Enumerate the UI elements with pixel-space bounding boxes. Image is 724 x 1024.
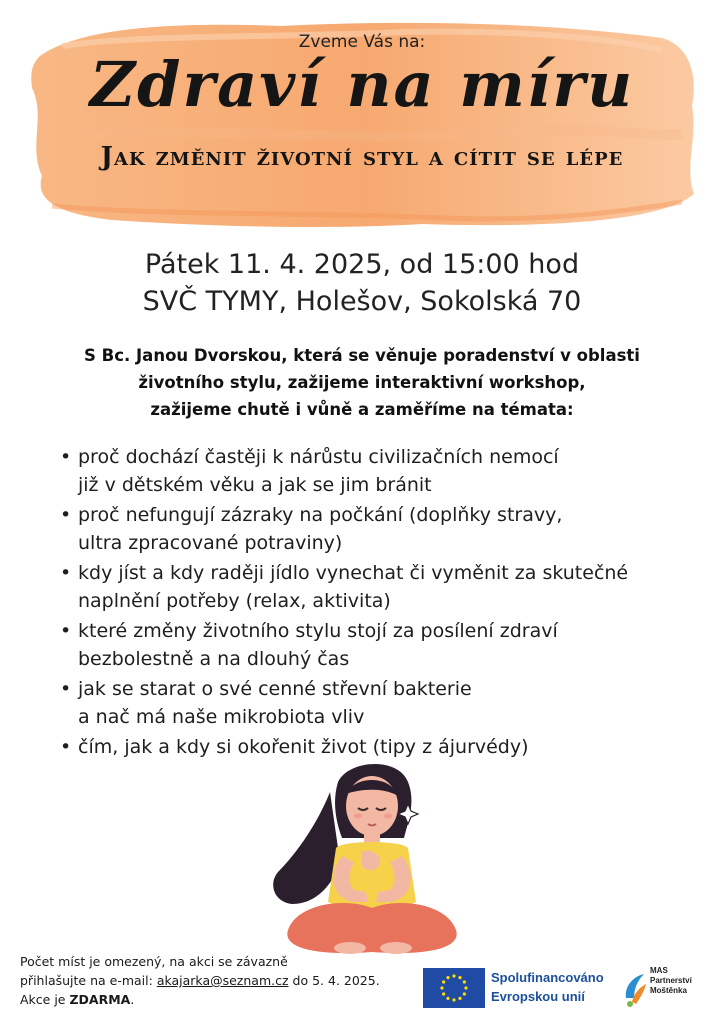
- topic-line: bezbolestně a na dlouhý čas: [78, 648, 350, 670]
- invite-text: Zveme Vás na:: [298, 32, 426, 52]
- mas-line: Moštěnka: [650, 986, 687, 995]
- intro-line: životního stylu, zažijeme interaktivní workshop,: [138, 373, 586, 392]
- eu-star: [452, 998, 455, 1001]
- bullet-icon: •: [60, 562, 72, 584]
- topic-line: již v dětském věku a jak se jim bránit: [78, 474, 432, 496]
- signup-deadline: do 5. 4. 2025.: [292, 973, 380, 988]
- topic-line: naplnění potřeby (relax, aktivita): [78, 590, 391, 612]
- topic-line: jak se starat o své cenné střevní bakterie: [78, 678, 472, 700]
- mas-logo-icon: [622, 968, 648, 1008]
- eu-star: [440, 986, 443, 989]
- eu-star: [446, 976, 449, 979]
- eu-star: [463, 980, 466, 983]
- list-item: [58, 443, 678, 499]
- bullet-icon: •: [60, 504, 72, 526]
- bullet-icon: •: [60, 736, 72, 758]
- topic-line: ultra zpracované potraviny): [78, 532, 343, 554]
- eu-line: Spolufinancováno: [491, 970, 604, 985]
- intro-paragraph: [40, 342, 684, 423]
- eu-flag-icon: [423, 968, 485, 1008]
- eu-star: [458, 997, 461, 1000]
- page-title: Zdraví na míru: [89, 48, 635, 121]
- topic-line: kdy jíst a kdy raději jídlo vynechat či vyměnit za skutečné: [78, 562, 629, 584]
- eu-star: [458, 976, 461, 979]
- bullet-icon: •: [60, 446, 72, 468]
- bullet-icon: •: [60, 678, 72, 700]
- price-suffix: .: [130, 992, 135, 1007]
- topic-line: proč nefungují zázraky na počkání (doplňky stravy,: [78, 504, 563, 526]
- topics-list: [58, 443, 678, 763]
- list-item: [58, 559, 678, 615]
- capacity-text: Počet míst je omezený, na akci se závazně: [20, 954, 288, 969]
- eu-line: Evropskou unií: [491, 989, 585, 1004]
- signup-line: [20, 971, 410, 990]
- event-place: SVČ TYMY, Holešov, Sokolská 70: [142, 286, 582, 317]
- intro-line: S Bc. Janou Dvorskou, která se věnuje poradenství v oblasti: [84, 346, 640, 365]
- page-subtitle: Jak změnit životní styl a cítit se lépe: [100, 142, 624, 172]
- signup-info: [20, 952, 410, 1009]
- topic-line: a nač má naše mikrobiota vliv: [78, 706, 365, 728]
- mas-line: Partnerství: [650, 976, 692, 985]
- eu-cofunding-label: [491, 968, 616, 1006]
- signup-prefix: přihlašujte na e-mail:: [20, 973, 153, 988]
- event-info: [0, 246, 724, 320]
- mas-logo: [622, 966, 712, 1010]
- intro-line: zažijeme chutě i vůně a zaměříme na témata:: [150, 400, 574, 419]
- price-value: ZDARMA: [69, 992, 131, 1007]
- eu-star: [464, 986, 467, 989]
- eu-star: [463, 992, 466, 995]
- topic-line: které změny životního stylu stojí za posílení zdraví: [78, 620, 558, 642]
- list-item: [58, 501, 678, 557]
- mas-line: MAS: [650, 966, 668, 975]
- list-item: [58, 617, 678, 673]
- topic-line: čím, jak a kdy si okořenit život (tipy z ájurvédy): [78, 736, 529, 758]
- list-item: [58, 675, 678, 731]
- price-prefix: Akce je: [20, 992, 66, 1007]
- meditating-woman-illustration: [258, 752, 478, 967]
- price-line: [20, 990, 410, 1009]
- event-date-time: Pátek 11. 4. 2025, od 15:00 hod: [144, 249, 580, 280]
- bullet-icon: •: [60, 620, 72, 642]
- topic-line: proč dochází častěji k nárůstu civilizačních nemocí: [78, 446, 559, 468]
- eu-star: [442, 980, 445, 983]
- eu-star: [446, 997, 449, 1000]
- eu-star: [452, 974, 455, 977]
- mas-label: [650, 966, 712, 996]
- email-link[interactable]: akajarka@seznam.cz: [156, 973, 289, 988]
- eu-star: [442, 992, 445, 995]
